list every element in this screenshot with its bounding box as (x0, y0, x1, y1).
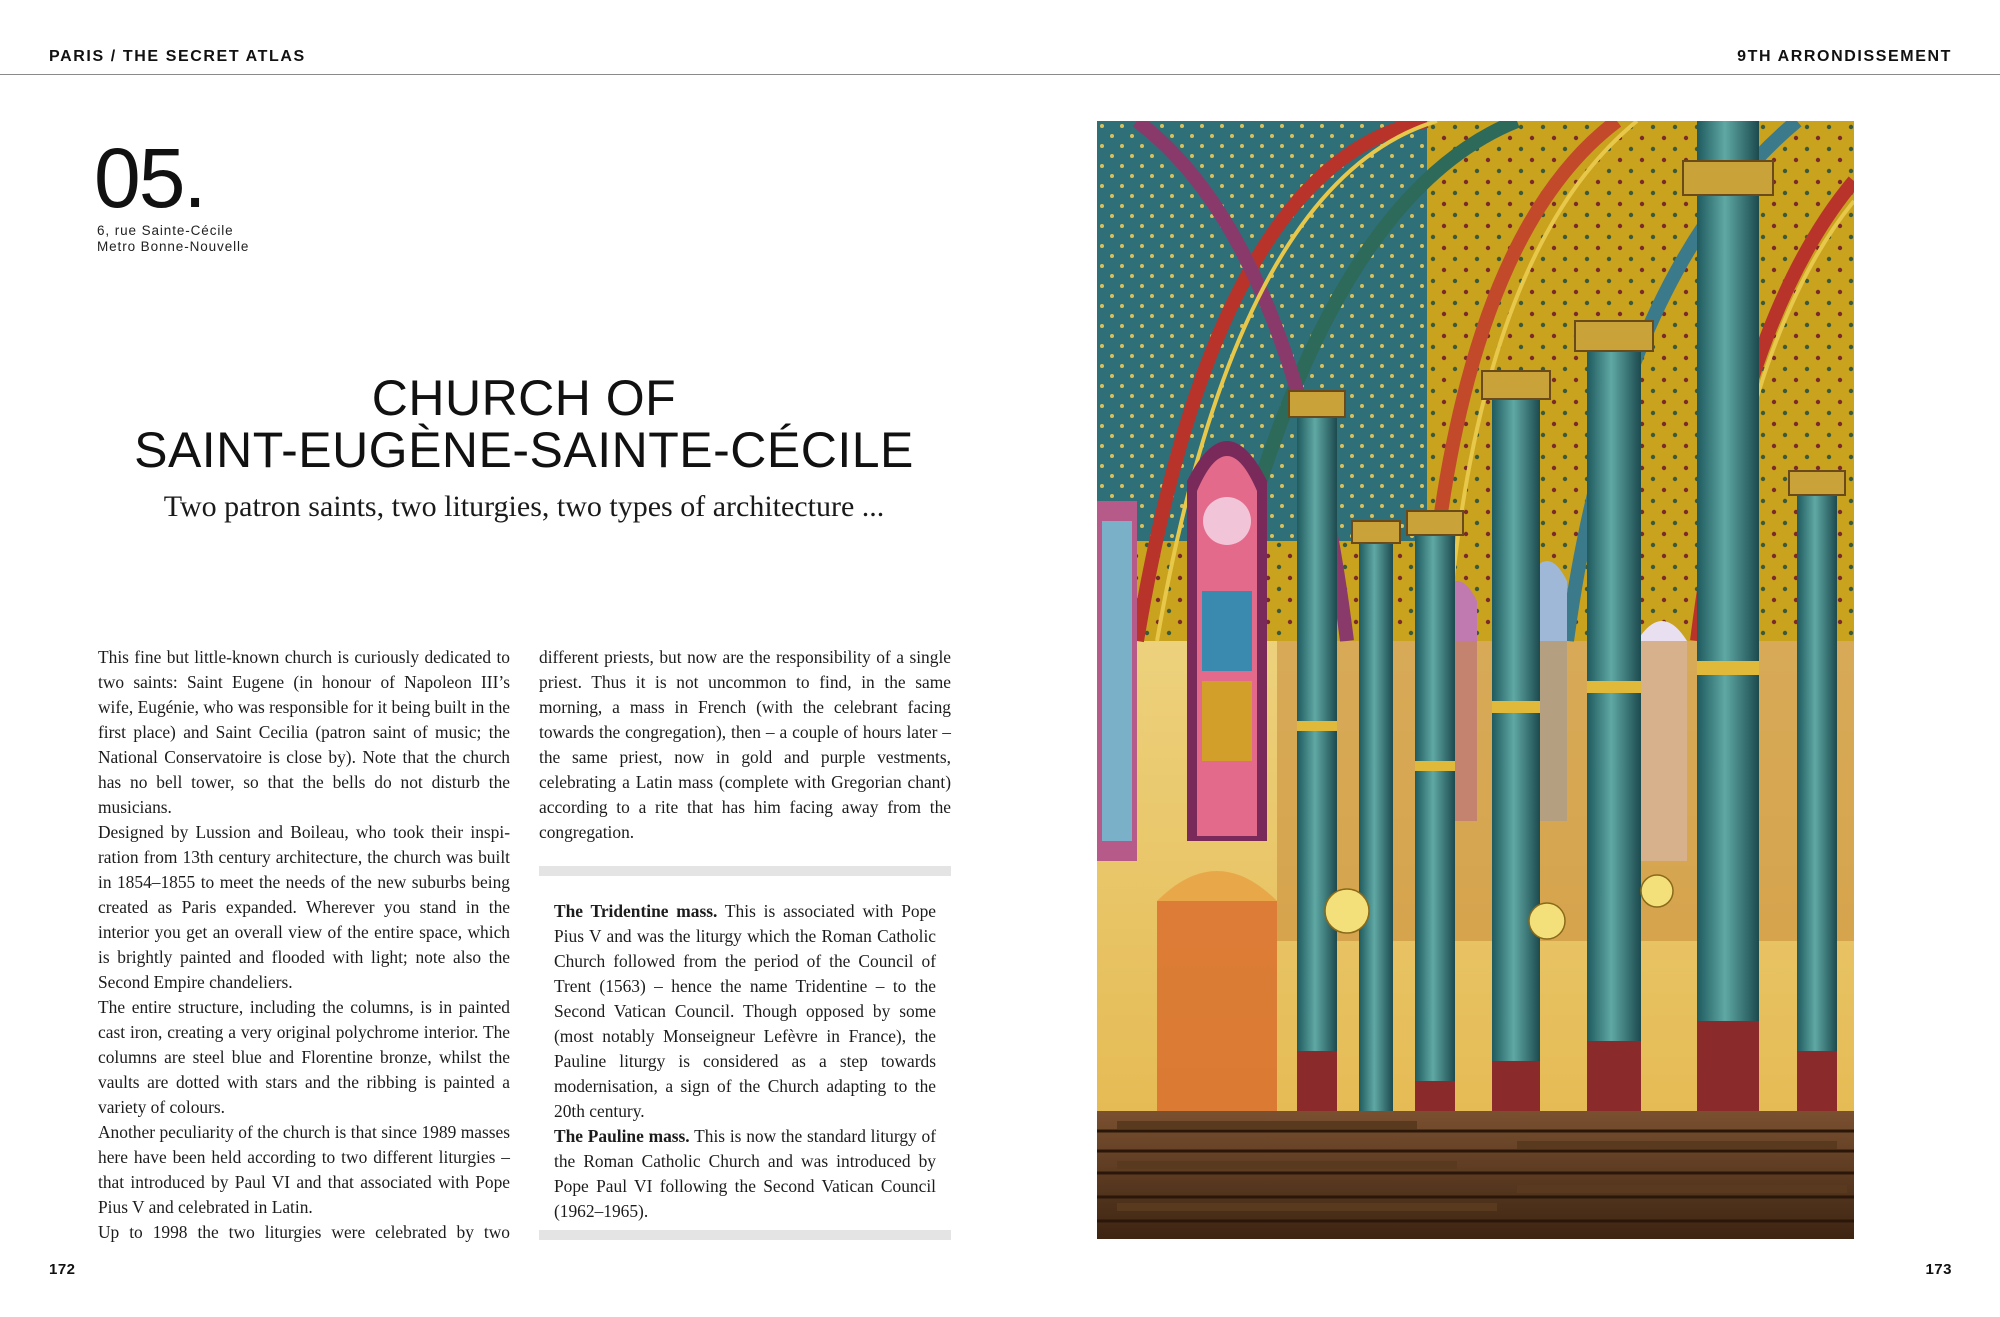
entry-subtitle: Two patron saints, two liturgies, two types of architecture ... (163, 490, 885, 523)
sidebar-heading: The Tridentine mass. (554, 901, 718, 921)
header-rule (0, 74, 2000, 75)
body-paragraph: Designed by Lussion and Boileau, who took their inspiration from 13th century architecture, the church was built in 1854–1855 to meet the needs of the new suburbs being created as Paris expanded. Wherever you stand in the interior you get an overall view of the entire space, which is brightly painted and flooded with light; note also the Second Empire chandeliers. (98, 822, 510, 992)
page-number-left: 172 (49, 1261, 76, 1278)
entry-address (97, 223, 249, 255)
sidebar-paragraph-tridentine (554, 899, 936, 1124)
running-header-right: 9TH ARRONDISSEMENT (1737, 48, 1952, 65)
body-paragraph: Up to 1998 the two liturgies were celebrated by two (98, 1222, 510, 1242)
sidebar-text: This is now the standard liturgy of the Roman Catholic Church and was introduced by Pope Paul VI following the Second Vatican Council (1962–1965). (554, 1126, 936, 1221)
body-column-1 (98, 645, 510, 1245)
sidebar-heading: The Pauline mass. (554, 1126, 690, 1146)
church-interior-photo (1097, 121, 1854, 1239)
body-paragraph: different priests, but now are the responsibility of a single priest. Thus it is not uncommon to find, in the same morning, a mass in French (with the celebrant facing towards the congregation), then – a couple of hours later – the same priest, now in gold and purple vestments, celebrating a Latin mass (complete with Gregorian chant) according to a rite that has him facing away from the congregation. (539, 647, 951, 842)
address-metro: Metro Bonne-Nouvelle (97, 239, 250, 254)
sidebar-paragraph-pauline (554, 1124, 936, 1224)
title-line-1: CHURCH OF (371, 370, 677, 426)
body-paragraph: This fine but little-known church is curiously dedicated to two saints: Saint Eugene (in honour of Napoleon III’s wife, Eugénie, who was responsible for it being built in the first place) and Saint Cecilia (patron saint of music; the National Conservatoire is close by). Note that the church has no bell tower, so that the bells do not disturb the musicians. (98, 647, 510, 817)
sidebar-box (539, 866, 951, 1240)
sidebar-text: This is associated with Pope Pius V and was the liturgy which the Roman Catholic Church followed from the period of the Council of Trent (1563) – hence the name Tridentine – to the Second Vatican Council. Though opposed by some (most notably Monseigneur Lefèvre in France), the Pauline liturgy is considered as a step towards modernisation, a sign of the Church adapting to the 20th century. (554, 901, 936, 1121)
page-number-right: 173 (1925, 1261, 1952, 1278)
body-paragraph: Another peculiarity of the church is that since 1989 masses here have been held according to two different liturgies – that introduced by Paul VI and that associated with Pope Pius V and celebrated in Latin. (98, 1122, 510, 1217)
entry-title (98, 372, 950, 476)
entry-number: 05. (94, 131, 205, 225)
body-column-2 (539, 645, 951, 845)
body-paragraph: The entire structure, including the columns, is in painted cast iron, creating a very original polychrome interior. The columns are steel blue and Florentine bronze, whilst the vaults are dotted with stars and the ribbing is painted a variety of colours. (98, 997, 510, 1117)
title-line-2: SAINT-EUGÈNE-SAINTE-CÉCILE (134, 422, 914, 478)
address-street: 6, rue Sainte-Cécile (97, 223, 234, 238)
running-header-left: PARIS / THE SECRET ATLAS (49, 48, 306, 65)
